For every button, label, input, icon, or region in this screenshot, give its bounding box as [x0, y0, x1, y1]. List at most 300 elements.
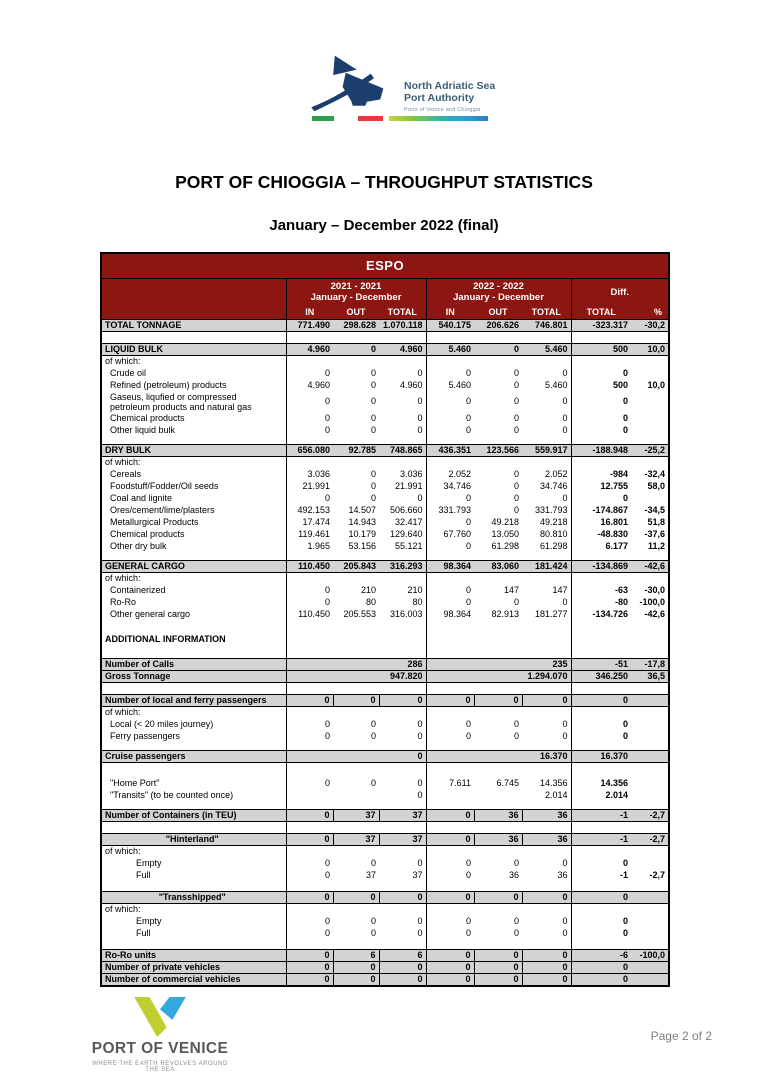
- cell-total-2021: 286: [286, 658, 426, 670]
- cell-pct: [631, 762, 669, 777]
- cell-in2: 0: [426, 857, 474, 869]
- cell-out1: 0: [370, 730, 376, 741]
- cell-diff: 0: [571, 915, 631, 927]
- cell-out2: [474, 436, 522, 444]
- cell-tot2: [522, 845, 571, 857]
- cell-in2: [426, 331, 474, 343]
- row-label: of which:: [105, 572, 141, 583]
- cell-diff: [571, 650, 631, 658]
- cell-tot1: [379, 742, 426, 750]
- year-group-2021: 2021 - 2021 January - December: [286, 278, 426, 306]
- cell-tot1: 3.036: [399, 468, 423, 479]
- cell-out1: 37: [365, 869, 376, 880]
- cell-in2: [426, 552, 474, 560]
- row-label: [101, 762, 286, 777]
- cell-tot2: 181.424: [522, 560, 571, 572]
- cell-diff: [571, 939, 631, 949]
- cell-out2: 0: [513, 367, 519, 378]
- authority-name-line2: Port Authority: [404, 92, 475, 104]
- cell-out1: 14.507: [348, 504, 376, 515]
- table-row: [101, 596, 669, 608]
- cell-diff: [571, 620, 631, 628]
- cell-out1: [333, 801, 379, 809]
- cell-out1: [333, 706, 379, 718]
- cell-out1: [333, 628, 379, 650]
- cell-out2: 0: [513, 915, 519, 926]
- table-row: [101, 444, 669, 456]
- cell-in2: [426, 801, 474, 809]
- cell-in2: 0: [426, 367, 474, 379]
- cell-diff: 0: [571, 718, 631, 730]
- cell-diff: 0: [571, 857, 631, 869]
- table-body: [101, 319, 669, 986]
- cell-tot1: [379, 845, 426, 857]
- cell-in2: 0: [426, 949, 474, 961]
- cell-tot2: 559.917: [522, 444, 571, 456]
- cell-diff: 6.177: [571, 540, 631, 552]
- cell-in2: [426, 628, 474, 650]
- cell-in2: 67.760: [426, 528, 474, 540]
- row-label: LIQUID BULK: [101, 343, 286, 355]
- cell-out1: [333, 903, 379, 915]
- row-label: Crude oil: [110, 367, 147, 378]
- authority-subtitle: Ports of Venice and Chioggia: [404, 107, 481, 113]
- cell-pct: [631, 881, 669, 891]
- cell-pct: [631, 801, 669, 809]
- cell-pct: [631, 694, 669, 706]
- cell-diff: [571, 762, 631, 777]
- cell-diff: 12.755: [571, 480, 631, 492]
- cell-tot2: 0: [522, 949, 571, 961]
- cell-out2: [474, 742, 522, 750]
- cell-in1: [286, 742, 333, 750]
- cell-diff-pct: 36,5: [631, 670, 669, 682]
- cell-diff: [571, 845, 631, 857]
- cell-in1: 4.960: [286, 379, 333, 391]
- cell-in1: [286, 821, 333, 833]
- cell-out1: 0: [370, 777, 376, 788]
- cell-in2: [426, 355, 474, 367]
- cell-out2: 83.060: [474, 560, 522, 572]
- cell-tot2: 0: [562, 927, 568, 938]
- cell-tot2: 0: [562, 424, 568, 435]
- cell-tot2: 0: [522, 961, 571, 973]
- cell-out2: 0: [474, 949, 522, 961]
- cell-tot2: 61.298: [539, 540, 568, 551]
- row-label: "Transshipped": [101, 891, 286, 903]
- cell-tot1: 37: [412, 869, 423, 880]
- table-row: [101, 845, 669, 857]
- col-header-out-2022: OUT: [474, 306, 522, 319]
- cell-out1: [333, 821, 379, 833]
- cell-in1: 1.965: [286, 540, 333, 552]
- cell-out1: 0: [370, 915, 376, 926]
- cell-pct: -30,0: [644, 584, 665, 595]
- cell-diff: 0: [571, 730, 631, 742]
- cell-diff-total: -51: [571, 658, 631, 670]
- cell-diff: [571, 903, 631, 915]
- table-row: [101, 821, 669, 833]
- table-row: [101, 343, 669, 355]
- cell-out2: 0: [474, 891, 522, 903]
- table-row: [101, 915, 669, 927]
- cell-pct: 10,0: [631, 343, 669, 355]
- cell-diff: -1: [571, 869, 631, 881]
- cell-pct: -100,0: [639, 596, 665, 607]
- cell-diff: [571, 355, 631, 367]
- cell-pct: 10,0: [647, 379, 665, 390]
- cell-diff: 0: [571, 961, 631, 973]
- cell-out1: [333, 331, 379, 343]
- cell-out2: 61.298: [491, 540, 519, 551]
- cell-pct: [631, 628, 669, 650]
- cell-out2: 147: [503, 584, 519, 595]
- cell-out2: [474, 682, 522, 694]
- cell-out2: 36: [508, 869, 519, 880]
- port-of-venice-logo: [88, 996, 232, 1073]
- table-row: [101, 650, 669, 658]
- cell-tot1: [379, 903, 426, 915]
- table-row: [101, 961, 669, 973]
- row-label: "Hinterland": [101, 833, 286, 845]
- cell-in1: 3.036: [286, 468, 333, 480]
- cell-out2: 0: [513, 718, 519, 729]
- cell-in2: 98.364: [426, 608, 474, 620]
- cell-tot1: [379, 572, 426, 584]
- cell-out1: 205.843: [333, 560, 379, 572]
- table-row: [101, 608, 669, 620]
- cell-in1: [286, 355, 333, 367]
- cell-pct: [631, 891, 669, 903]
- cell-out2: [474, 903, 522, 915]
- row-label: Ores/cement/lime/plasters: [110, 504, 215, 515]
- cell-tot2: 2.052: [544, 468, 568, 479]
- col-header-total-2021: TOTAL: [379, 306, 426, 319]
- cell-out1: 0: [333, 694, 379, 706]
- cell-pct: [631, 367, 669, 379]
- cell-tot2: [522, 762, 571, 777]
- col-header-diff-pct: %: [631, 306, 669, 319]
- cell-out1: 0: [370, 367, 376, 378]
- row-label: Number of local and ferry passengers: [101, 694, 286, 706]
- cell-in1: 0: [286, 424, 333, 436]
- cell-out2: 0: [513, 379, 519, 390]
- cell-tot1: 0: [417, 927, 423, 938]
- row-label: of which:: [105, 355, 141, 366]
- cell-tot2: 0: [562, 367, 568, 378]
- row-label: Metallurgical Products: [110, 516, 199, 527]
- row-label: Chemical products: [110, 528, 185, 539]
- cell-out2: [474, 762, 522, 777]
- table-row: [101, 456, 669, 468]
- cell-out2: 206.626: [474, 319, 522, 331]
- cell-pct: 58,0: [647, 480, 665, 491]
- table-row: [101, 480, 669, 492]
- row-label: [101, 742, 286, 750]
- cell-tot2: [522, 572, 571, 584]
- cell-in1: 0: [286, 694, 333, 706]
- cell-tot2: 0: [562, 730, 568, 741]
- cell-in2: 0: [426, 492, 474, 504]
- cell-pct: [631, 424, 669, 436]
- cell-in2: 0: [426, 891, 474, 903]
- cell-tot1: [379, 355, 426, 367]
- cell-out1: 0: [333, 973, 379, 986]
- table-row: [101, 424, 669, 436]
- cell-tot1: 0: [379, 961, 426, 973]
- col-header-diff-total: TOTAL: [571, 306, 631, 319]
- cell-out2: [474, 572, 522, 584]
- cell-tot1: 0: [417, 730, 423, 741]
- row-label: Empty: [136, 857, 162, 868]
- logo-color-bar: [310, 116, 525, 121]
- cell-pct: [631, 682, 669, 694]
- cell-diff: -1: [571, 809, 631, 821]
- cell-out2: 0: [513, 412, 519, 423]
- cell-in2: [426, 620, 474, 628]
- cell-tot2: 80.810: [539, 528, 568, 539]
- cell-out1: 0: [370, 927, 376, 938]
- cell-out1: [333, 552, 379, 560]
- table-row: [101, 718, 669, 730]
- cell-out2: [474, 706, 522, 718]
- row-label: [101, 620, 286, 628]
- cell-out1: 80: [365, 596, 376, 607]
- cell-in2: [426, 706, 474, 718]
- cell-pct: [631, 391, 669, 412]
- cell-in1: [286, 436, 333, 444]
- table-row: [101, 379, 669, 391]
- cell-out2: 0: [513, 504, 519, 515]
- cell-tot1: 748.865: [379, 444, 426, 456]
- cell-diff: [571, 821, 631, 833]
- cell-in2: 436.351: [426, 444, 474, 456]
- cell-pct: -37,6: [644, 528, 665, 539]
- cell-tot2: 49.218: [539, 516, 568, 527]
- cell-total-2022: 16.370: [426, 750, 571, 762]
- table-row: [101, 927, 669, 939]
- cell-in1: 0: [286, 961, 333, 973]
- cell-in2: [426, 682, 474, 694]
- cell-out1: 210: [360, 584, 376, 595]
- row-label: Full: [136, 869, 151, 880]
- cell-diff: 0: [571, 694, 631, 706]
- row-label: [101, 331, 286, 343]
- cell-tot2: 0: [562, 915, 568, 926]
- cell-tot2: 36: [522, 833, 571, 845]
- table-row: [101, 367, 669, 379]
- cell-in2: [426, 456, 474, 468]
- table-row: [101, 809, 669, 821]
- cell-pct: [631, 436, 669, 444]
- cell-in1: [286, 620, 333, 628]
- cell-diff: [571, 552, 631, 560]
- cell-pct: [631, 777, 669, 789]
- table-row: [101, 468, 669, 480]
- column-header-row: [101, 306, 669, 319]
- cell-in1: 0: [286, 927, 333, 939]
- cell-tot1: [379, 436, 426, 444]
- table-row: [101, 620, 669, 628]
- cell-tot1: [379, 331, 426, 343]
- table-row: [101, 412, 669, 424]
- cell-out1: [333, 789, 379, 801]
- cell-out1: 0: [370, 412, 376, 423]
- cell-out2: [474, 650, 522, 658]
- row-label: GENERAL CARGO: [101, 560, 286, 572]
- cell-in1: 0: [286, 596, 333, 608]
- col-header-in-2021: IN: [286, 306, 333, 319]
- table-row: [101, 436, 669, 444]
- cell-in2: [426, 742, 474, 750]
- cell-out2: 0: [513, 468, 519, 479]
- cell-out2: 0: [474, 343, 522, 355]
- table-row: [101, 939, 669, 949]
- cell-in1: 771.490: [286, 319, 333, 331]
- cell-out2: 13.050: [491, 528, 519, 539]
- brand-tagline: WHERE THE EARTH REVOLVES AROUND THE SEA: [92, 1061, 228, 1073]
- cell-diff-pct: [631, 750, 669, 762]
- cell-tot2: [522, 903, 571, 915]
- cell-out1: 37: [333, 809, 379, 821]
- row-label: TOTAL TONNAGE: [101, 319, 286, 331]
- cell-diff: -80: [571, 596, 631, 608]
- cell-out2: 0: [474, 694, 522, 706]
- cell-tot1: [379, 821, 426, 833]
- cell-out2: 0: [513, 927, 519, 938]
- row-label: DRY BULK: [101, 444, 286, 456]
- cell-pct: [631, 973, 669, 986]
- cell-tot1: 0: [417, 789, 423, 800]
- cell-tot2: 36: [522, 809, 571, 821]
- cell-in2: 0: [426, 869, 474, 881]
- cell-diff: [571, 881, 631, 891]
- cell-tot2: [522, 939, 571, 949]
- cell-tot2: 147: [552, 584, 568, 595]
- cell-in1: [286, 845, 333, 857]
- cell-out2: 0: [513, 596, 519, 607]
- row-label: Number of Calls: [101, 658, 286, 670]
- cell-tot1: 0: [417, 857, 423, 868]
- cell-in2: 0: [426, 961, 474, 973]
- cell-out1: 6: [333, 949, 379, 961]
- cell-tot1: [379, 650, 426, 658]
- cell-in1: 0: [286, 391, 333, 412]
- cell-tot1: 1.070.118: [379, 319, 426, 331]
- row-label: Ferry passengers: [110, 730, 181, 741]
- corner-cell: [101, 306, 286, 319]
- cell-out2: 0: [513, 730, 519, 741]
- row-label: Gaseus, liqufied or compressed petroleum products and natural gas: [110, 391, 252, 412]
- cell-pct: 51,8: [647, 516, 665, 527]
- cell-tot2: [522, 650, 571, 658]
- cell-diff: -63: [571, 584, 631, 596]
- cell-pct: [631, 706, 669, 718]
- cell-diff: [571, 801, 631, 809]
- cell-diff: -984: [571, 468, 631, 480]
- cell-tot1: 0: [417, 777, 423, 788]
- cell-out1: [333, 742, 379, 750]
- cell-pct: [631, 789, 669, 801]
- cell-in1: [286, 939, 333, 949]
- cell-out1: 0: [333, 343, 379, 355]
- cell-in2: 98.364: [426, 560, 474, 572]
- table-row: [101, 903, 669, 915]
- table-row: [101, 730, 669, 742]
- cell-pct: [631, 492, 669, 504]
- row-label: Number of Containers (in TEU): [101, 809, 286, 821]
- cell-out1: [333, 682, 379, 694]
- cell-diff: 2.014: [571, 789, 631, 801]
- cell-total-2021: 0: [286, 750, 426, 762]
- cell-in1: [286, 650, 333, 658]
- page-subtitle: January – December 2022 (final): [269, 217, 499, 234]
- cell-in1: [286, 456, 333, 468]
- cell-tot2: 0: [522, 891, 571, 903]
- cell-diff: [571, 456, 631, 468]
- table-row: [101, 355, 669, 367]
- cell-out1: 0: [333, 891, 379, 903]
- cell-in2: [426, 845, 474, 857]
- cell-in2: [426, 762, 474, 777]
- cell-pct: [631, 456, 669, 468]
- cell-pct: [631, 620, 669, 628]
- cell-diff: -188.948: [571, 444, 631, 456]
- row-label: Foodstuff/Fodder/Oil seeds: [110, 480, 219, 491]
- cell-out2: 36: [474, 833, 522, 845]
- year-group-2022: 2022 - 2022 January - December: [426, 278, 571, 306]
- cell-tot1: 316.003: [389, 608, 423, 619]
- cell-tot1: [379, 628, 426, 650]
- cell-tot1: 0: [417, 492, 423, 503]
- cell-tot2: 0: [562, 396, 568, 406]
- cell-pct: [631, 927, 669, 939]
- cell-pct: [631, 915, 669, 927]
- cell-diff: [571, 706, 631, 718]
- cell-out1: [333, 650, 379, 658]
- cell-out2: 0: [513, 857, 519, 868]
- cell-pct: -42,6: [644, 608, 665, 619]
- table-row: [101, 857, 669, 869]
- cell-in2: 0: [426, 973, 474, 986]
- cell-diff-total: 16.370: [571, 750, 631, 762]
- table-row: [101, 331, 669, 343]
- row-label: Local (< 20 miles journey): [110, 718, 214, 729]
- row-label: Cereals: [110, 468, 142, 479]
- cell-diff: [571, 742, 631, 750]
- row-label: Cruise passengers: [101, 750, 286, 762]
- table-row: [101, 869, 669, 881]
- table-row: [101, 658, 669, 670]
- cell-tot1: 0: [379, 973, 426, 986]
- cell-in2: 0: [426, 391, 474, 412]
- table-row: [101, 694, 669, 706]
- row-label: Ro-Ro: [110, 596, 137, 607]
- cell-tot1: 21.991: [394, 480, 423, 491]
- cell-diff: 0: [571, 891, 631, 903]
- cell-in1: [286, 572, 333, 584]
- cell-out2: [474, 801, 522, 809]
- cell-tot1: [379, 552, 426, 560]
- cell-pct: [631, 730, 669, 742]
- cell-diff: [571, 682, 631, 694]
- cell-out2: 6.745: [496, 777, 519, 788]
- cell-out1: [333, 456, 379, 468]
- row-label: of which:: [105, 706, 141, 717]
- cell-in2: 0: [426, 833, 474, 845]
- cell-tot1: 0: [417, 424, 423, 435]
- cell-diff: -48.830: [571, 528, 631, 540]
